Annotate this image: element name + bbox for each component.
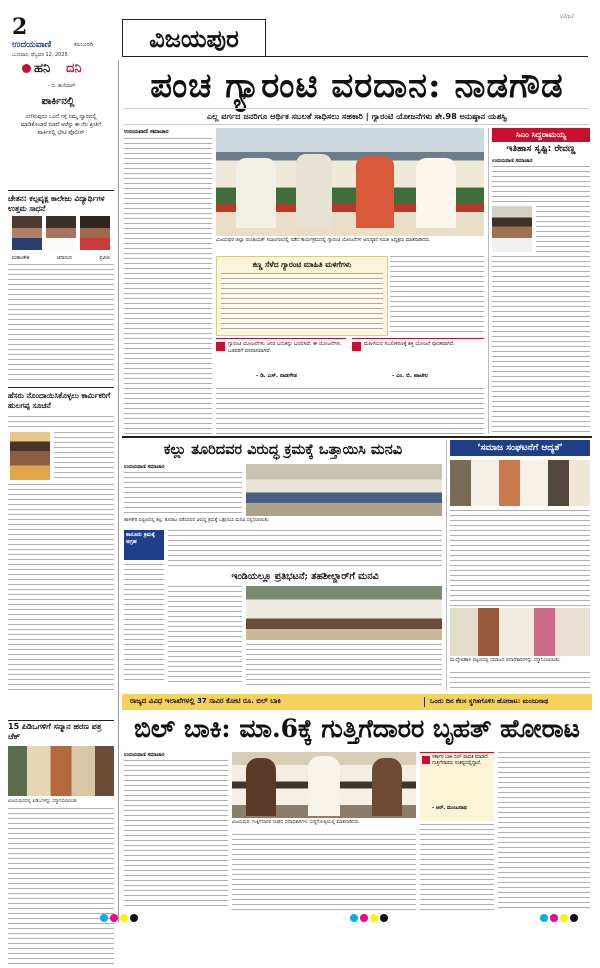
section-title: ವಿಜಯಪುರ (149, 23, 239, 53)
registration-mark (380, 914, 388, 922)
registration-mark (560, 914, 568, 922)
registration-mark (360, 914, 368, 922)
middle-body (246, 644, 442, 688)
quote-text: ಗ್ಯಾರಂಟಿ ಯೋಜನೆಗಳು ಜನರ ಬದುಕನ್ನು ಬದಲಿಸಿವೆ. ಈ ಯೋಜನೆಗಳು ಬಡವರಿಗೆ ವರದಾನವಾಗಿವೆ. (228, 341, 341, 354)
person-figure (416, 158, 456, 228)
registration-mark (110, 914, 118, 922)
quotes-row (216, 338, 484, 384)
edition: ಕಲಬುರಗಿ (74, 41, 94, 48)
student-photo (46, 216, 76, 250)
column-logo-text: ಹನಿ (34, 61, 51, 76)
pull-box: ಕಾನೂನು ಕ್ರಮಕ್ಕೆ ಆಗ್ರಹ (124, 530, 164, 560)
right-story-body (536, 206, 590, 252)
divider (122, 436, 592, 438)
person-photo (10, 432, 50, 480)
registration-mark (370, 914, 378, 922)
column-rule (118, 60, 119, 922)
bottom-quote-box (420, 752, 494, 821)
right-story-2-photo-2 (450, 608, 590, 656)
lead-subhead: ಎಲ್ಲ ವರ್ಗದ ಜನರಿಗೂ ಆರ್ಥಿಕ ಸಬಲತೆ ಸಾಧಿಸಲು ಸಹಕಾರಿ | ಗ್ಯಾರಂಟಿ ಯೋಜನೆಗಳು ಶೇ.98 ಅನುಷ್ಠಾನ ಯಶಸ್ವಿ (206, 111, 508, 121)
column-logo-text-red: ದನಿ (66, 61, 82, 76)
quote-text: ಮಹಿಳೆಯರ ಸಬಲೀಕರಣಕ್ಕೆ ಶಕ್ತಿ ಯೋಜನೆ ಪೂರಕವಾಗಿದೆ. (364, 341, 455, 347)
story1-body (8, 264, 114, 384)
column-logo (8, 60, 116, 82)
person-figure (236, 158, 276, 228)
top-right-tag: v2/p2 (560, 14, 575, 20)
divider (124, 124, 590, 125)
lead-body-bottom (216, 388, 484, 434)
bottom-headline: ಬಿಲ್ ಬಾಕಿ: ಮಾ.6ಕ್ಕೆ ಗುತ್ತಿಗೆದಾರರ ಬೃಹತ್ ಹೋರಾಟ (134, 714, 580, 743)
right-story (492, 128, 590, 434)
person-figure (308, 756, 340, 816)
lead-body-col1 (124, 138, 212, 434)
story3-headline: 15 ಪಿಡಿಒಗಳಿಗೆ ಸನ್ಮಾನ ಹರಣ ಪತ್ರ ಚೆಕ್ (8, 722, 102, 741)
lead-body-col3 (390, 256, 484, 334)
masthead-left (12, 14, 122, 58)
right-story-body (492, 256, 590, 432)
registration-mark (120, 914, 128, 922)
quote-icon (422, 756, 430, 764)
column-rule (446, 440, 447, 690)
lead-headline: ಪಂಚ ಗ್ಯಾರಂಟಿ ವರದಾನ: ನಾಡಗೌಡ (150, 66, 564, 106)
middle-body (168, 586, 242, 686)
student-name: ಚಿದಾನಂದ (56, 256, 72, 261)
right-story-2-caption: ಮುದ್ದೇಬಿಹಾಳ ಪಟ್ಟಣದಲ್ಲಿ ಸಮಾಜದ ಪದಾಧಿಕಾರಿಗಳನ್ನು ಸನ್ಮಾನಿಸಲಾಯಿತು. (450, 658, 561, 663)
lead-photo-caption: ವಿಜಯಪುರ ಜಿಲ್ಲಾ ಪಂಚಾಯತ್ ಸಭಾಂಗಣದಲ್ಲಿ ನಡೆದ ಕಾರ್ಯಕ್ರಮದಲ್ಲಿ ಗ್ಯಾರಂಟಿ ಯೋಜನೆಗಳ ಅನುಷ್ಠಾನ ಸಮಿತಿ ಅಧ್ಯಕ್ಷರು ಮಾತನಾಡಿದರು. (216, 238, 431, 243)
divider (8, 387, 114, 388)
student-photos (12, 216, 110, 254)
date-line: ಬುಧವಾರ, ಫೆಬ್ರವರಿ 12, 2025 (12, 52, 68, 58)
right-story-dateline: ಉದಯವಾಣಿ ಸಮಾಚಾರ (492, 158, 533, 164)
registration-mark (570, 914, 578, 922)
story2-body (8, 416, 114, 428)
quote-icon (352, 342, 361, 351)
right-story-body (492, 166, 590, 204)
right-story-2 (450, 440, 590, 690)
sidebar (8, 60, 116, 922)
sidebar-photo-caption: ವಿಜಯಪುರದಲ್ಲಿ ಪಿಡಿಒಗಳನ್ನು ಸನ್ಮಾನಿಸಲಾಯಿತು (8, 799, 78, 804)
lead-dateline: ಉದಯವಾಣಿ ಸಮಾಚಾರ (124, 129, 169, 135)
bottom-photo-caption: ವಿಜಯಪುರ: ಗುತ್ತಿಗೆದಾರರ ಸಂಘದ ಪದಾಧಿಕಾರಿಗಳು ಸುದ್ದಿಗೋಷ್ಠಿಯಲ್ಲಿ ಮಾತನಾಡಿದರು. (232, 820, 361, 825)
bottom-body (232, 834, 416, 910)
middle-body (168, 530, 442, 568)
column-rule (488, 128, 489, 434)
story3-body (8, 808, 114, 968)
quote-icon (216, 342, 225, 351)
registration-mark (550, 914, 558, 922)
bottom-body (420, 824, 494, 910)
lead-photo (216, 128, 484, 236)
person-figure (296, 154, 332, 228)
right-story-headline: ಇತಿಹಾಸ ಸೃಷ್ಟಿ: ರೇವಣ್ಣ (506, 144, 576, 154)
middle-dateline: ಉದಯವಾಣಿ ಸಮಾಚಾರ (124, 464, 165, 470)
section-title-box (122, 19, 266, 57)
middle-photo (246, 464, 442, 516)
bottom-quote-author: - ಆರ್. ಮಂಜುನಾಥ (432, 805, 467, 811)
masthead-rule (264, 56, 588, 57)
banner-separator (424, 697, 425, 707)
banner-left: ರಾಜ್ಯದ ವಿವಿಧ ಇಲಾಖೆಗಳಲ್ಲಿ 37 ಸಾವಿರ ಕೋಟಿ ರೂ. ಬಿಲ್ ಬಾಕಿ (130, 697, 281, 705)
bottom-photo (232, 752, 416, 818)
info-box-body (221, 273, 383, 331)
page-number: 2 (12, 14, 28, 40)
middle-body (124, 472, 242, 516)
paper-name: ಉದಯವಾಣಿ (12, 40, 52, 50)
column-poem: ಎಣಿಸುವುದು ಒಂದೆ ಗಳ್ಳಿ ನಮ್ಮ ದ್ವಾರದಲ್ಲಿ ಮಾಡಿಕೊಂಡರೆ ಬಿಡದೆ ಆರೆಸ್ಟು ಈ ನೆಲ ಪ್ರೀತಿಗೆ ಪಾರ್ಕಿನಲ್ಲಿ ಭೇಟಿ ಪೊಲೀಸ್ (20, 114, 102, 136)
person-figure (372, 758, 402, 816)
bottom-body (124, 760, 228, 910)
drop-icon (22, 64, 31, 73)
column-author: - ಬಿ. ಹುಲಿವಾನ್ (48, 83, 76, 89)
middle-photo-caption: ಹಾಳಕೇರಿ ಪಟ್ಟಣದಲ್ಲಿ ಕಲ್ಲು ತೂರಾಟ ನಡೆಸಿದವರ ವಿರುದ್ಧ ಕ್ರಮಕ್ಕೆ ಒತ್ತಾಯಿಸಿ ಮನವಿ ಸಲ್ಲಿಸಲಾಯಿತು. (124, 518, 270, 523)
student-name: ಪ್ರವೀಣ (99, 256, 110, 261)
info-box (216, 256, 388, 336)
story1-headline: ಚೇತನ: ಕಲ್ಪವೃಕ್ಷ ಕಾಲೇಜು ವಿದ್ಯಾರ್ಥಿಗಳ ಉತ್ತಮ ಸಾಧನೆ (8, 194, 105, 213)
right-story-2-body (450, 672, 590, 690)
divider (124, 108, 590, 109)
banner-right: ಒಂದು ದಿನ ಕೆಲಸ ಸ್ಥಗಿತಗೊಳಿಸಿ ಹೋರಾಟ: ಮಂಜುನಾಥ (430, 697, 549, 705)
story2-body (8, 484, 114, 694)
person-photo (492, 206, 532, 252)
bottom-quote-text: ಸರ್ಕಾರ ಬಾಕಿ ಬಿಲ್ ಪಾವತಿ ಮಾಡದೆ ಗುತ್ತಿಗೆದಾರರು ಸಂಕಷ್ಟದಲ್ಲಿದ್ದಾರೆ. (432, 755, 488, 766)
right-story-2-headline: ‘ಸಮಾಜ ಸಂಘಟನೆಗೆ ಆದ್ಯತೆ’ (450, 440, 590, 456)
quote-box (352, 338, 484, 385)
quote-box (216, 338, 346, 385)
column-title: ಪಾರ್ಕಿನಲ್ಲಿ (41, 96, 75, 107)
right-story-kicker: ಸಿಎಂ ಸಿದ್ದರಾಮಯ್ಯ (492, 128, 590, 142)
quote-author: - ಎಂ. ಬಿ. ಪಾಟೀಲ (392, 373, 429, 379)
registration-mark (100, 914, 108, 922)
student-names (12, 255, 110, 261)
student-photo (80, 216, 110, 250)
sidebar-photo (8, 746, 114, 796)
middle-headline: ಕಲ್ಲು ತೂರಿದವರ ವಿರುದ್ಧ ಕ್ರಮಕ್ಕೆ ಒತ್ತಾಯಿಸಿ ಮನವಿ (163, 441, 403, 458)
divider (8, 190, 114, 191)
person-figure (356, 156, 394, 228)
divider (8, 720, 114, 721)
person-figure (246, 758, 276, 816)
bottom-body (498, 752, 590, 910)
story2-headline: ಹೆಸರು ನೊಂದಾಯಿಸಿಕೊಳ್ಳಲು ಕಾರ್ಮಿಕರಿಗೆ ಹುಲಗಪ್ಪ ಸೂಚನೆ (8, 391, 111, 410)
student-name: ಮಹಾಂತೇಶ (12, 256, 30, 261)
banner (122, 694, 592, 710)
middle-body (124, 564, 164, 684)
registration-mark (130, 914, 138, 922)
registration-mark (540, 914, 548, 922)
right-story-2-photo (450, 460, 590, 506)
story2-body (54, 432, 114, 480)
quote-author: - ಡಿ. ಎಸ್. ನಾಡಗೌಡ (256, 373, 297, 379)
bottom-dateline: ಉದಯವಾಣಿ ಸಮಾಚಾರ (124, 752, 165, 758)
info-box-headline: ಕಣ್ಣ ಸೆಳೆದ ಗ್ಯಾರಂಟಿ ಮಾಹಿತಿ ಮಳಿಗೆಗಳು (252, 260, 352, 269)
middle-photo-2 (246, 586, 442, 640)
middle-subheadline: ಇಂಡಿಯಲ್ಲೂ ಪ್ರತಿಭಟನೆ; ತಹಶೀಲ್ದಾರ್‌ಗೆ ಮನವಿ (231, 571, 379, 582)
registration-mark (350, 914, 358, 922)
right-story-2-body (450, 510, 590, 606)
student-photo (12, 216, 42, 250)
